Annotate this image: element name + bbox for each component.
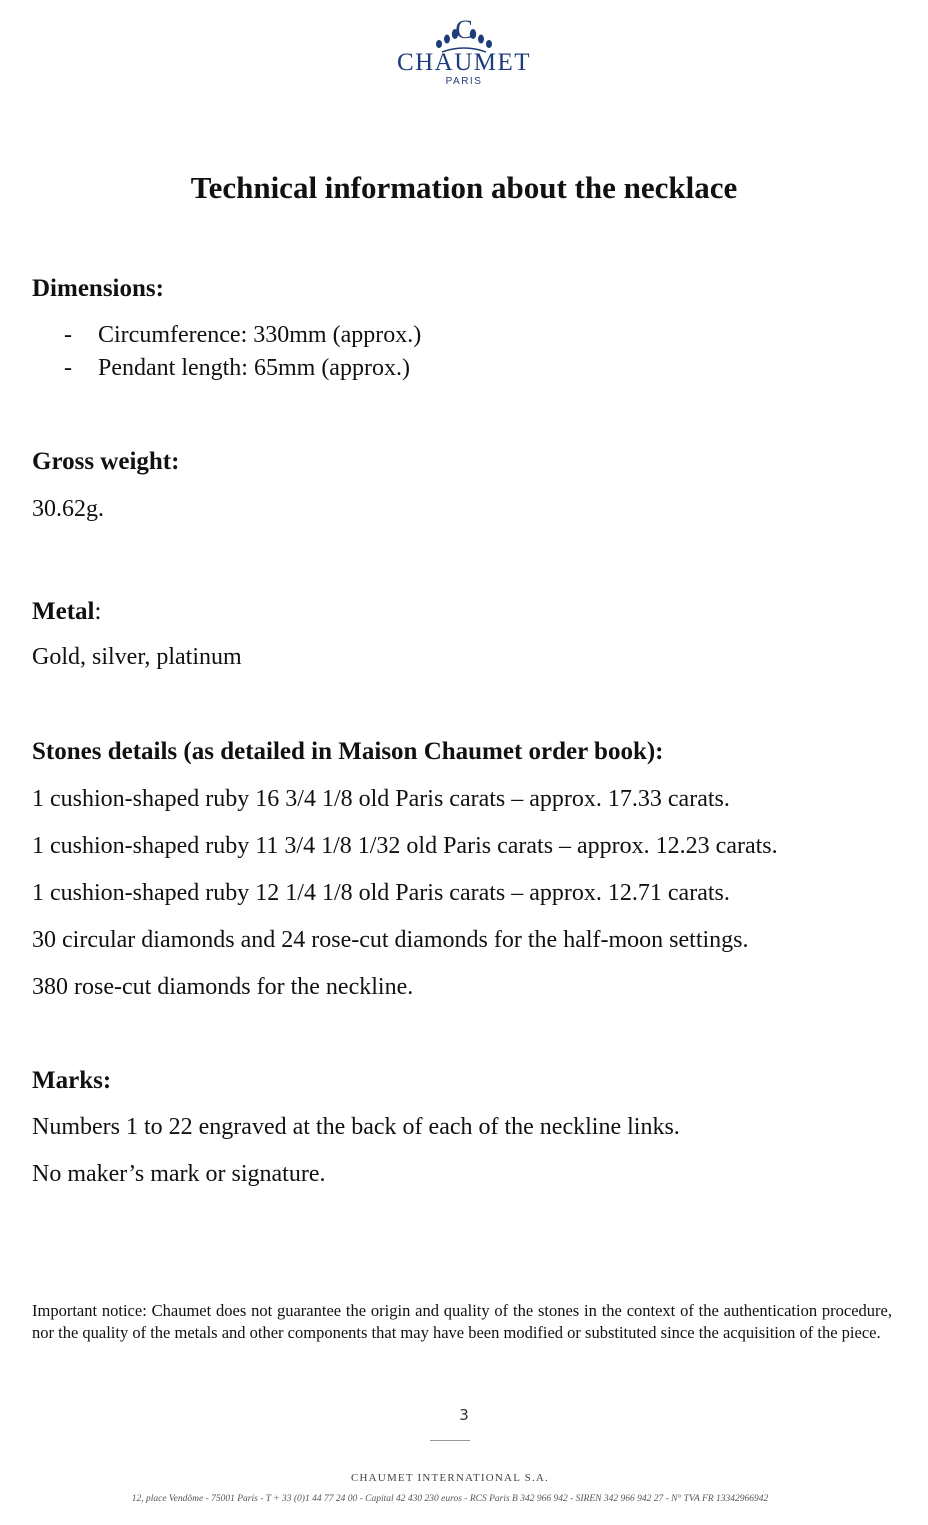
company-address: 12, place Vendôme - 75001 Paris - T + 33 (0)1 44 77 24 00 - Capital 42 430 230 euros - RCS Paris B 342 966 942 - SIREN 342 966 942 27 - N° TVA FR 13342966942: [131, 1494, 769, 1504]
metal-heading: [32, 598, 101, 626]
list-dash: -: [64, 322, 72, 348]
metal-heading-label: Metal: [32, 598, 95, 625]
marks-line: No maker’s mark or signature.: [32, 1161, 326, 1187]
stone-line: 1 cushion-shaped ruby 16 3/4 1/8 old Paris carats – approx. 17.33 carats.: [32, 786, 730, 812]
stones-heading: Stones details (as detailed in Maison Chaumet order book):: [32, 738, 664, 765]
stone-line: 380 rose-cut diamonds for the neckline.: [32, 974, 414, 1000]
metal-heading-colon: :: [94, 598, 102, 625]
tiara-icon: [404, 14, 524, 54]
logo-monogram: C: [455, 15, 473, 44]
stone-line: 1 cushion-shaped ruby 12 1/4 1/8 old Paris carats – approx. 12.71 carats.: [32, 880, 730, 906]
dimensions-heading: Dimensions:: [32, 275, 164, 302]
gross-weight-value: 30.62g.: [32, 496, 104, 522]
important-notice: Important notice: Chaumet does not guarantee the origin and quality of the stones in the context of the authentication procedure, nor the quality of the metals and other components that may have been modified or substituted since the acquisition of the piece.: [32, 1301, 892, 1342]
marks-heading: Marks:: [32, 1067, 112, 1094]
logo-brand: CHAUMET: [396, 49, 532, 76]
stone-line: 1 cushion-shaped ruby 11 3/4 1/8 1/32 old Paris carats – approx. 12.23 carats.: [32, 833, 778, 859]
chaumet-logo: [0, 14, 928, 88]
page-number: 3: [459, 1406, 469, 1424]
dimension-item: [64, 322, 421, 349]
gross-weight-heading: Gross weight:: [32, 448, 180, 475]
dimension-text: Pendant length: 65mm (approx.): [98, 355, 410, 381]
metal-value: Gold, silver, platinum: [32, 644, 242, 670]
footer-divider: [430, 1440, 470, 1441]
dimension-item: [64, 355, 410, 382]
dimension-text: Circumference: 330mm (approx.): [98, 322, 422, 348]
list-dash: -: [64, 355, 72, 381]
company-name: CHAUMET INTERNATIONAL S.A.: [350, 1472, 550, 1484]
stone-line: 30 circular diamonds and 24 rose-cut diamonds for the half-moon settings.: [32, 927, 749, 953]
page-title: Technical information about the necklace: [190, 170, 738, 205]
logo-city: PARIS: [445, 76, 483, 87]
marks-line: Numbers 1 to 22 engraved at the back of each of the neckline links.: [32, 1114, 680, 1140]
